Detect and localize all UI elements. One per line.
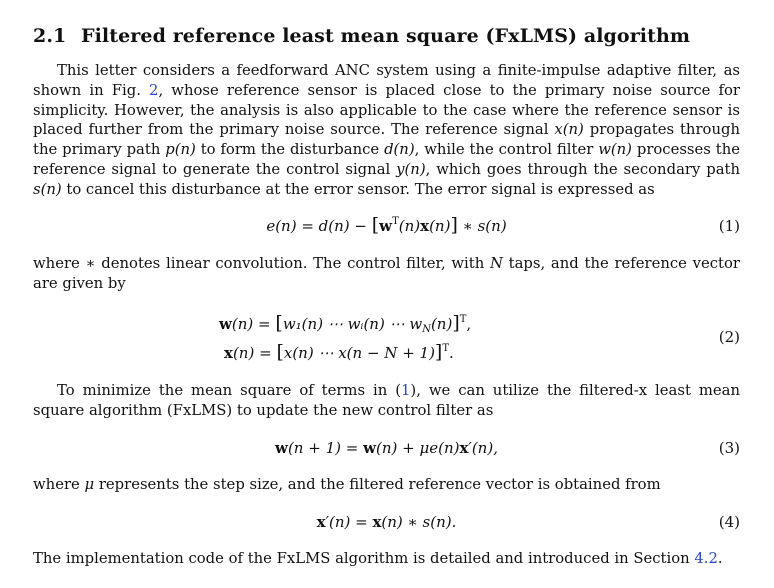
eq-text: ′(n) = — [325, 513, 373, 531]
symbol-s: s(n) — [33, 180, 62, 198]
paragraph-convolution — [33, 254, 740, 294]
text-run: This letter considers a feedforward ANC system using a finite-impulse adaptive filter, as shown in Fig. — [33, 62, 740, 99]
eq-text: e(n) = d(n) − — [266, 217, 372, 235]
equation-1 — [33, 214, 740, 238]
text-run: . — [717, 550, 723, 567]
bold-w: w — [379, 217, 393, 235]
text-run: represents the step size, and the filtered reference vector is obtained from — [94, 476, 661, 493]
eq-text: (n) + μe(n) — [376, 439, 460, 457]
text-run: , while the control filter — [414, 141, 599, 159]
paragraph-intro — [33, 61, 740, 200]
eq-text: (n + 1) = — [287, 439, 364, 457]
text-run: to form the disturbance — [195, 141, 385, 159]
bold-x: x — [372, 513, 382, 531]
bracket-left: [ — [275, 312, 283, 334]
text-run: processes the reference signal to generate the control signal — [33, 141, 741, 178]
text-run: where ∗ denotes linear convolution. The control filter, with — [33, 255, 490, 272]
figure-reference-link[interactable]: 2 — [149, 81, 159, 99]
symbol-w: w(n) — [598, 141, 632, 159]
eq-text: . — [449, 344, 454, 362]
text-run: propagates through the primary path — [33, 121, 740, 159]
bold-w: w — [275, 439, 288, 457]
symbol-y: y(n) — [396, 160, 426, 178]
bold-x: x — [459, 439, 469, 457]
symbol-N: N — [489, 255, 503, 272]
bold-x: x — [224, 344, 233, 362]
equation-2 — [33, 310, 740, 370]
eq-text: ∗ s(n) — [457, 217, 507, 235]
bracket-right: ] — [434, 341, 443, 363]
eq-text: (n) = — [232, 344, 277, 362]
eq-text: w₁(n) ⋯ wᵢ(n) ⋯ w — [282, 315, 423, 333]
equation-number: (3) — [718, 439, 740, 457]
symbol-x: x(n) — [554, 121, 584, 139]
bold-x: x — [420, 217, 430, 235]
eq-text: (n) ∗ s(n). — [381, 513, 457, 531]
bold-w: w — [219, 315, 232, 333]
equation-3 — [33, 436, 740, 460]
section-heading — [33, 25, 690, 47]
bold-x: x — [316, 513, 326, 531]
paragraph-minimize — [33, 381, 740, 421]
bold-w: w — [363, 439, 376, 457]
symbol-p: p(n) — [165, 141, 196, 159]
bracket-right: ] — [450, 214, 458, 236]
section-reference-link[interactable]: 4.2 — [694, 550, 718, 567]
text-run: The implementation code of the FxLMS algorithm is detailed and introduced in Section — [33, 550, 695, 567]
text-run: where — [33, 476, 85, 493]
eq-text: ′(n), — [468, 439, 498, 457]
subscript-N: N — [422, 324, 431, 335]
eq-text: , — [466, 315, 472, 333]
equation-4-body — [33, 510, 740, 534]
eq-text: (n) — [430, 315, 453, 333]
text-run: taps, and the reference vector are given by — [33, 255, 740, 292]
equation-3-body — [33, 436, 740, 460]
paragraph-implementation — [33, 549, 740, 569]
symbol-d: d(n) — [384, 141, 415, 159]
equation-number: (4) — [718, 513, 740, 531]
text-run: to cancel this disturbance at the error sensor. The error signal is expressed as — [61, 180, 655, 198]
transpose-mark: T — [442, 343, 450, 354]
section-number: 2.1 — [33, 25, 67, 47]
equation-1-body — [33, 214, 740, 238]
equation-reference-link[interactable]: 1 — [401, 382, 411, 399]
eq-text: (n) — [429, 217, 451, 235]
text-run: , which goes through the secondary path — [425, 160, 740, 178]
bracket-right: ] — [452, 312, 460, 334]
equation-2-row-1 — [219, 312, 471, 336]
section-title: Filtered reference least mean square (FxLMS) algorithm — [81, 25, 691, 47]
paragraph-step-size — [33, 475, 740, 495]
eq-text: (n) = — [231, 315, 276, 333]
transpose-mark: T — [392, 216, 399, 227]
equation-number: (1) — [718, 217, 740, 235]
symbol-mu: μ — [84, 476, 95, 493]
bracket-left: [ — [371, 214, 380, 236]
equation-number: (2) — [718, 328, 740, 346]
transpose-mark: T — [459, 314, 467, 325]
text-run: ), we can utilize the filtered-x least mean square algorithm (FxLMS) to update the new control filter as — [33, 382, 740, 419]
bracket-left: [ — [276, 341, 284, 363]
equation-4 — [33, 510, 740, 534]
text-run: , whose reference sensor is placed close to the primary noise source for simplicity. However, the analysis is also applicable to the case where the reference sensor is placed further from the primary noise source. The reference signal — [33, 81, 740, 139]
text-run: To minimize the mean square of terms in ( — [57, 382, 401, 399]
eq-text: x(n) ⋯ x(n − N + 1) — [283, 344, 435, 362]
eq-text: (n) — [398, 217, 421, 235]
equation-2-row-2 — [224, 341, 454, 365]
